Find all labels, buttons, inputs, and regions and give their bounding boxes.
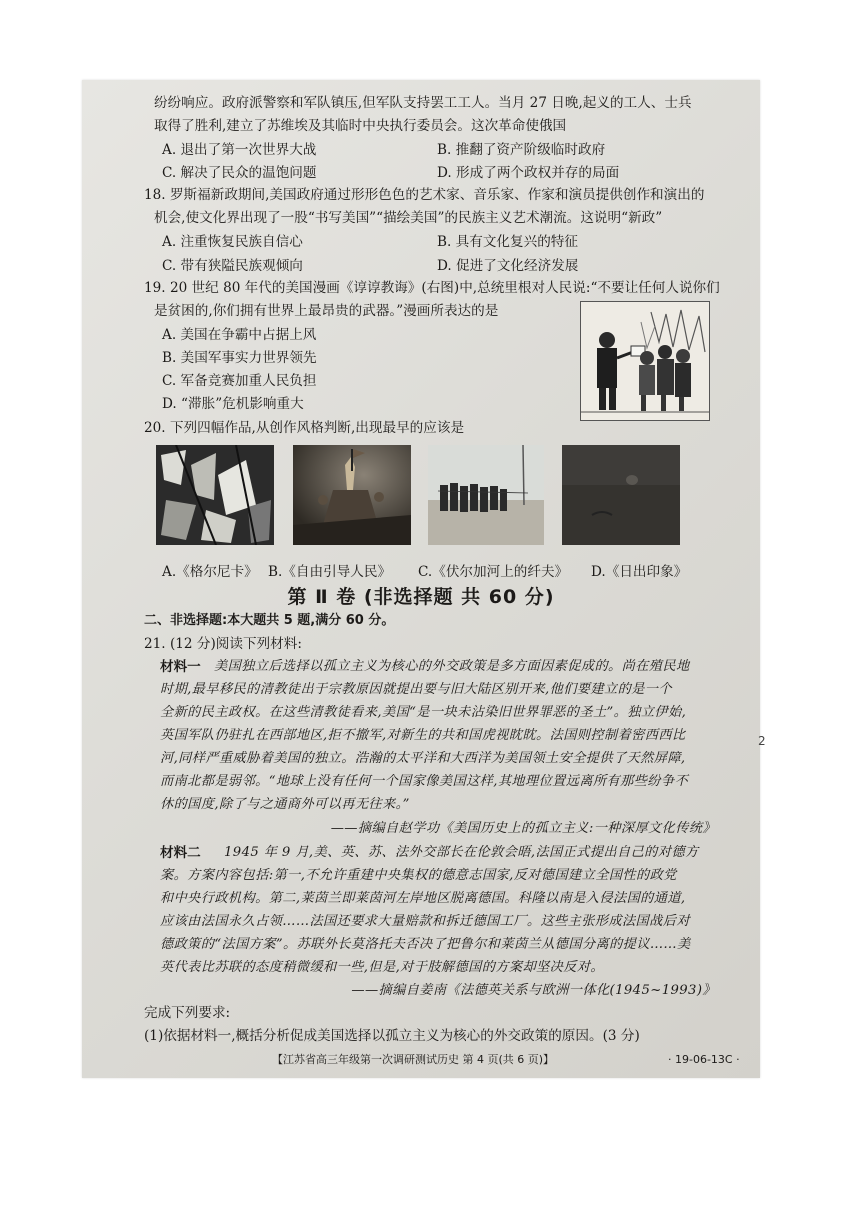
part2-title: 第 Ⅱ 卷 (非选择题 共 60 分) <box>287 586 555 608</box>
material1-line-7: 休的国度,除了与之通商外可以再无往来。” <box>160 797 410 812</box>
painting-guernica <box>156 445 274 545</box>
q19-option-a: A. 美国在争霸中占据上风 <box>162 327 317 343</box>
q17-line-2: 取得了胜利,建立了苏维埃及其临时中央执行委员会。这次革命使俄国 <box>154 118 567 134</box>
material1-line-3: 全新的民主政权。在这些清教徒看来,美国“是一块未沾染旧世界罪恶的圣土”。独立伊始, <box>160 705 687 720</box>
part2-heading: 二、非选择题:本大题共 5 题,满分 60 分。 <box>144 613 395 628</box>
edge-page-mark: 2 <box>758 734 766 748</box>
q18-option-c: C. 带有狭隘民族观倾向 <box>162 258 303 274</box>
q19-line-2: 是贫困的,你们拥有世界上最昂贵的武器。”漫画所表达的是 <box>154 303 499 319</box>
footer-code: · 19-06-13C · <box>668 1053 740 1066</box>
q19-line-1: 19. 20 世纪 80 年代的美国漫画《谆谆教诲》(右图)中,总统里根对人民说:“不要让任何人说你们 <box>144 280 720 296</box>
q19-option-c: C. 军备竞赛加重人民负担 <box>162 373 317 389</box>
q20-stem: 20. 下列四幅作品,从创作风格判断,出现最早的应该是 <box>144 420 465 436</box>
material1-line-1: 美国独立后选择以孤立主义为核心的外交政策是多方面因素促成的。尚在殖民地 <box>214 659 690 674</box>
material2-line-3: 和中央行政机构。第二,莱茵兰即莱茵河左岸地区脱离德国。科隆以南是入侵法国的通道, <box>160 891 686 906</box>
material2-label: 材料二 <box>160 845 201 861</box>
q17-option-b: B. 推翻了资产阶级临时政府 <box>437 142 606 158</box>
q20-option-a: A.《格尔尼卡》 <box>162 564 258 580</box>
q21-intro: 21. (12 分)阅读下列材料: <box>144 636 302 652</box>
q18-option-a: A. 注重恢复民族自信心 <box>162 234 303 250</box>
material2-line-6: 英代表比苏联的态度稍微缓和一些,但是,对于肢解德国的方案却坚决反对。 <box>160 960 604 975</box>
q17-line-1: 纷纷响应。政府派警察和军队镇压,但军队支持罢工工人。当月 27 日晚,起义的工人、士兵 <box>154 95 692 111</box>
q18-option-d: D. 促进了文化经济发展 <box>437 258 579 274</box>
q18-option-b: B. 具有文化复兴的特征 <box>437 234 578 250</box>
material1-line-5: 河,同样严重威胁着美国的独立。浩瀚的太平洋和大西洋为美国领土安全提供了天然屏障, <box>160 751 686 766</box>
material2-line-4: 应该由法国永久占领……法国还要求大量赔款和拆迁德国工厂。这些主张形成法国战后对 <box>160 914 690 929</box>
q18-line-1: 18. 罗斯福新政期间,美国政府通过形形色色的艺术家、音乐家、作家和演员提供创作和演出的 <box>144 187 705 203</box>
cartoon-image <box>580 301 710 421</box>
q17-option-a: A. 退出了第一次世界大战 <box>162 142 317 158</box>
q20-option-b: B.《自由引导人民》 <box>268 564 392 580</box>
q19-option-d: D. “滞胀”危机影响重大 <box>162 396 304 412</box>
tasks-heading: 完成下列要求: <box>144 1005 231 1021</box>
q19-option-b: B. 美国军事实力世界领先 <box>162 350 317 366</box>
painting-impression-sunrise <box>562 445 680 545</box>
material2-line-1: 1945 年 9 月,美、英、苏、法外交部长在伦敦会晤,法国正式提出自己的对德方 <box>224 845 699 860</box>
painting-barge-haulers-on-the-volga <box>428 445 544 545</box>
q18-line-2: 机会,使文化界出现了一股“书写美国”“描绘美国”的民族主义艺术潮流。这说明“新政” <box>154 210 663 226</box>
material2-source: ——摘编自姜南《法德英关系与欧洲一体化(1945~1993)》 <box>351 983 716 998</box>
painting-liberty-leading-the-people <box>293 445 411 545</box>
material1-label: 材料一 <box>160 659 201 675</box>
material2-line-5: 德政策的“法国方案”。苏联外长莫洛托夫否决了把鲁尔和莱茵兰从德国分离的提议……美 <box>160 937 691 952</box>
material1-line-6: 而南北都是弱邻。“地球上没有任何一个国家像美国这样,其地理位置远离所有那些纷争不 <box>160 774 689 789</box>
exam-page <box>82 80 760 1078</box>
footer-page-info: 【江苏省高三年级第一次调研测试历史 第 4 页(共 6 页)】 <box>272 1053 555 1066</box>
material1-line-4: 英国军队仍驻扎在西部地区,拒不撤军,对新生的共和国虎视眈眈。法国则控制着密西西比 <box>160 728 686 743</box>
task-1: (1)依据材料一,概括分析促成美国选择以孤立主义为核心的外交政策的原因。(3 分) <box>144 1028 640 1044</box>
q20-option-d: D.《日出印象》 <box>591 564 688 580</box>
material2-line-2: 案。方案内容包括:第一,不允许重建中央集权的德意志国家,反对德国建立全国性的政党 <box>160 868 677 883</box>
q20-option-c: C.《伏尔加河上的纤夫》 <box>418 564 569 580</box>
material1-line-2: 时期,最早移民的清教徒出于宗教原因就提出要与旧大陆区别开来,他们要建立的是一个 <box>160 682 672 697</box>
q17-option-c: C. 解决了民众的温饱问题 <box>162 165 317 181</box>
material1-source: ——摘编自赵学功《美国历史上的孤立主义:一种深厚文化传统》 <box>330 821 716 836</box>
q17-option-d: D. 形成了两个政权并存的局面 <box>437 165 620 181</box>
